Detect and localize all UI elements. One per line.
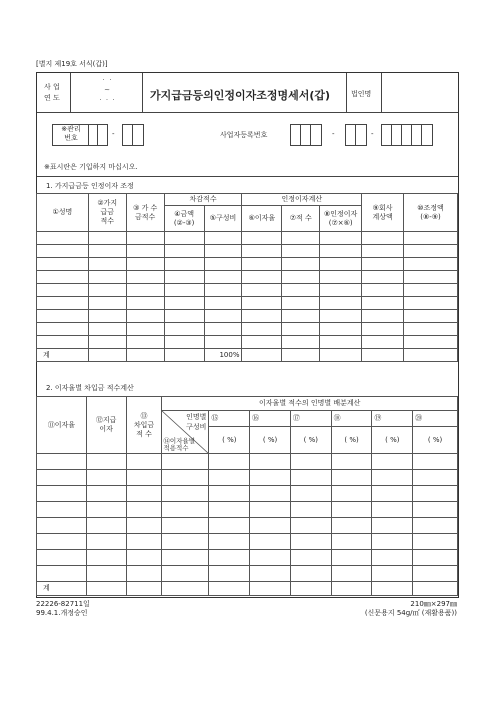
biz-number-cell[interactable] [355,124,367,146]
table-row[interactable] [37,323,458,336]
note: ※표시란은 기입하지 마십시오. [44,163,138,171]
col-name: ①성명 [37,194,89,232]
divider [37,176,458,177]
col-ratio: ⑤구성비 [204,206,242,232]
divider [346,73,347,112]
col-calc: 인정이자계산 [242,194,362,206]
table-row[interactable] [37,336,458,349]
pct-cell: ( %) [413,427,458,454]
col-temp-recv: ③ 가 수 금적수 [126,194,164,232]
borrowing-rate-table [36,396,458,596]
col-adjust: ⑩조정액 (⑧-⑨) [404,194,458,232]
table-row[interactable] [37,566,458,582]
biz-number-cell[interactable] [421,124,433,146]
table-row[interactable] [37,310,458,323]
col-interest-paid: ⑫지급 이자 [86,397,126,454]
col-person-17: ⑰ [290,411,331,427]
paper-type: (신문용지 54g/㎡ (재활용품)) [364,609,457,617]
total-row [37,349,458,362]
year-marks: · · ~ · · · [99,76,115,104]
table-row[interactable] [37,534,458,550]
col-sum: ⑦적 수 [282,206,320,232]
mgmt-number-cell[interactable] [97,124,108,146]
divider [142,73,143,112]
dash: - [112,130,115,138]
table-row[interactable] [37,486,458,502]
col-rate: ⑪이자율 [37,397,87,454]
total-label: 계 [37,582,87,596]
table-row[interactable] [37,518,458,534]
pct-cell: ( %) [290,427,331,454]
col-company: ⑨회사 계상액 [362,194,404,232]
col-borrow-sum: ⑬ 차입금 적 수 [126,397,162,454]
divider [381,73,382,112]
dash: - [332,130,335,138]
table-row[interactable] [37,258,458,271]
total-ratio: 100% [204,349,242,362]
table-row[interactable] [37,550,458,566]
form-code: 22226-82711일 [36,600,90,608]
table-row[interactable] [37,297,458,310]
pct-cell: ( %) [209,427,250,454]
dash: - [371,130,374,138]
col-amount: ④금액 (②-③) [164,206,204,232]
mgmt-number-cell[interactable] [132,124,144,146]
section1-title: 1. 가지급금등 인정이자 조정 [46,182,134,190]
table-row[interactable] [37,454,458,470]
corp-label: 법인명 [351,90,372,98]
col-person-16: ⑯ [250,411,291,427]
table-row[interactable] [37,470,458,486]
biz-reg-label: 사업자등록번호 [220,131,268,139]
table-row[interactable] [37,284,458,297]
divider [37,112,458,113]
col-distribution: 이자율별 적수의 인명별 배분계산 [162,397,458,411]
col-interest: ⑧인정이자 (⑦×⑥) [320,206,362,232]
year-label: 사 업 연 도 [44,83,60,102]
page-title: 가지급금등의인정이자조정명세서(갑) [150,89,331,102]
rate-sum-label: ⑭이자율별 적용적수 [163,437,196,452]
divider [70,73,71,112]
col-temp-loan: ②가지 급금 적수 [88,194,126,232]
col-person-15: ⑮ [209,411,250,427]
col-person-19: ⑲ [372,411,413,427]
mgmt-label: ※관리 번호 [61,125,81,142]
total-row [37,582,458,596]
pct-cell: ( %) [331,427,372,454]
form-reference: [별지 제19호 서식(갑)] [36,60,108,68]
table-row[interactable] [37,502,458,518]
col-person-20: ⑳ [413,411,458,427]
section2-title: 2. 이자율별 차입금 적수계산 [46,384,134,392]
pct-cell: ( %) [372,427,413,454]
table-row[interactable] [37,232,458,245]
col-rate: ⑥이자율 [242,206,282,232]
table-row[interactable] [37,271,458,284]
table-row[interactable] [37,245,458,258]
interest-adjust-table [36,193,458,362]
ratio-label: 구성비 [186,423,207,431]
total-label: 계 [37,349,89,362]
pct-cell: ( %) [250,427,291,454]
person-label: 인명별 [186,413,207,421]
col-deduct: 차감적수 [164,194,242,206]
diagonal-header [162,411,209,454]
biz-number-cell[interactable] [310,124,322,146]
approval-date: 99.4.1.개정승인 [36,609,88,617]
col-person-18: ⑱ [331,411,372,427]
paper-size: 210㎜×297㎜ [410,600,457,608]
